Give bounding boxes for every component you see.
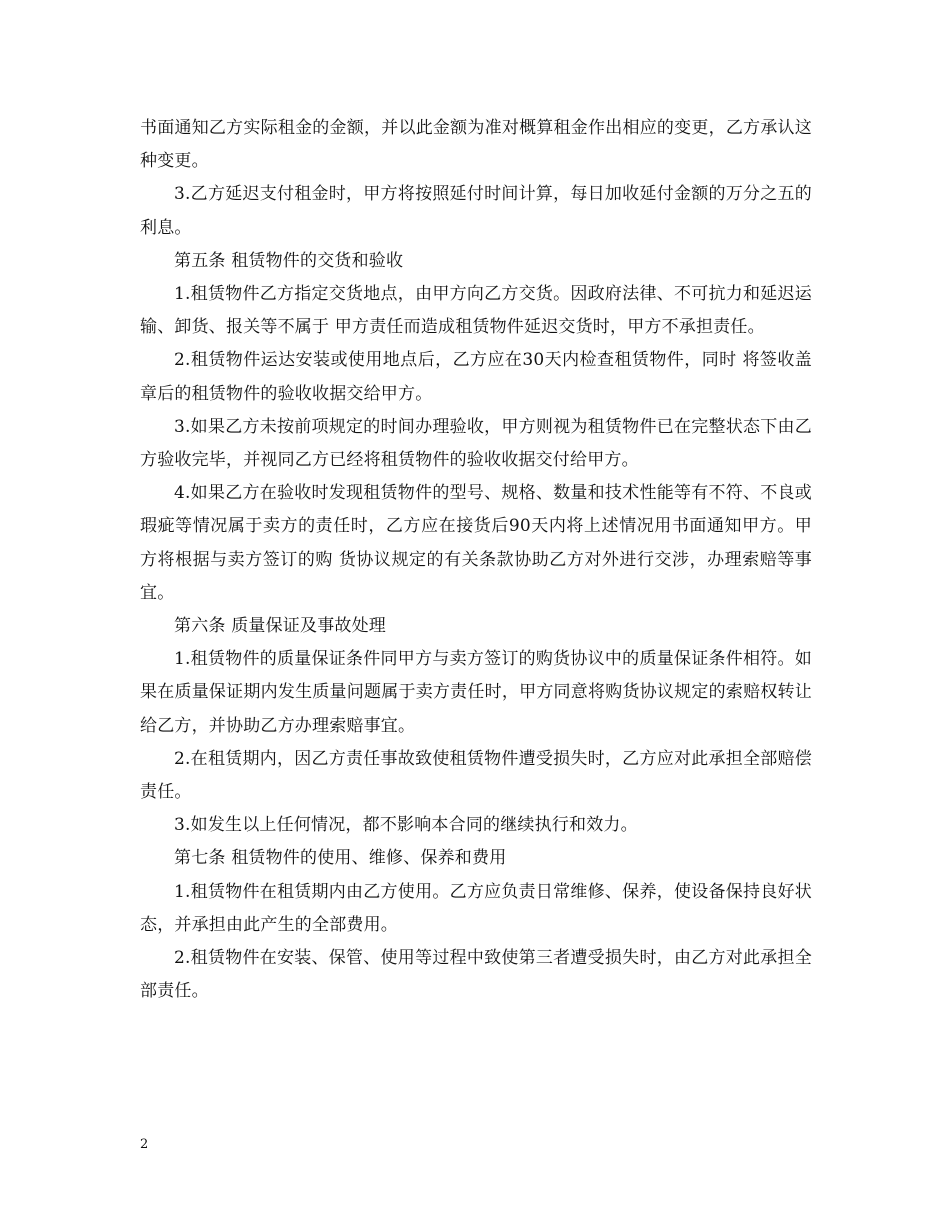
document-body <box>140 112 812 1008</box>
paragraph: 3.如发生以上任何情况，都不影响本合同的继续执行和效力。 <box>174 815 638 836</box>
paragraph: 1.租赁物件乙方指定交货地点，由甲方向乙方交货。因政府法律、不可抗力和延迟运输、卸货、报关等不属于 甲方责任而造成租赁物件延迟交货时，甲方不承担责任。 <box>140 284 812 338</box>
paragraph: 1.租赁物件的质量保证条件同甲方与卖方签订的购货协议中的质量保证条件相符。如果在质量保证期内发生质量问题属于卖方责任时，甲方同意将购货协议规定的索赔权转让给乙方，并协助乙方办理索赔事宜。 <box>140 649 812 736</box>
paragraph: 书面通知乙方实际租金的金额，并以此金额为准对概算租金作出相应的变更，乙方承认这种变更。 <box>140 118 812 172</box>
paragraph: 2.在租赁期内，因乙方责任事故致使租赁物件遭受损失时，乙方应对此承担全部赔偿责任。 <box>140 748 812 803</box>
paragraph: 3.如果乙方未按前项规定的时间办理验收，甲方则视为租赁物件已在完整状态下由乙方验收完毕，并视同乙方已经将租赁物件的验收收据交付给甲方。 <box>140 416 812 471</box>
page-number: 2 <box>140 1137 149 1152</box>
paragraph: 2.租赁物件在安装、保管、使用等过程中致使第三者遭受损失时，由乙方对此承担全部责任。 <box>140 948 812 1002</box>
paragraph: 第六条 质量保证及事故处理 <box>174 616 387 637</box>
paragraph: 第五条 租赁物件的交货和验收 <box>174 250 404 271</box>
paragraph: 2.租赁物件运达安装或使用地点后，乙方应在30天内检查租赁物件，同时 将签收盖章后的租赁物件的验收收据交给甲方。 <box>140 350 812 404</box>
paragraph: 1.租赁物件在租赁期内由乙方使用。乙方应负责日常维修、保养，使设备保持良好状态，并承担由此产生的全部费用。 <box>140 881 812 935</box>
paragraph: 第七条 租赁物件的使用、维修、保养和费用 <box>174 848 507 869</box>
paragraph: 3.乙方延迟支付租金时，甲方将按照延付时间计算，每日加收延付金额的万分之五的利息。 <box>140 184 812 238</box>
paragraph: 4.如果乙方在验收时发现租赁物件的型号、规格、数量和技术性能等有不符、不良或瑕疵等情况属于卖方的责任时，乙方应在接货后90天内将上述情况用书面通知甲方。甲方将根据与卖方签订的购 货协议规定的有关条款协助乙方对外进行交涉，办理索赔等事宜。 <box>140 483 812 603</box>
